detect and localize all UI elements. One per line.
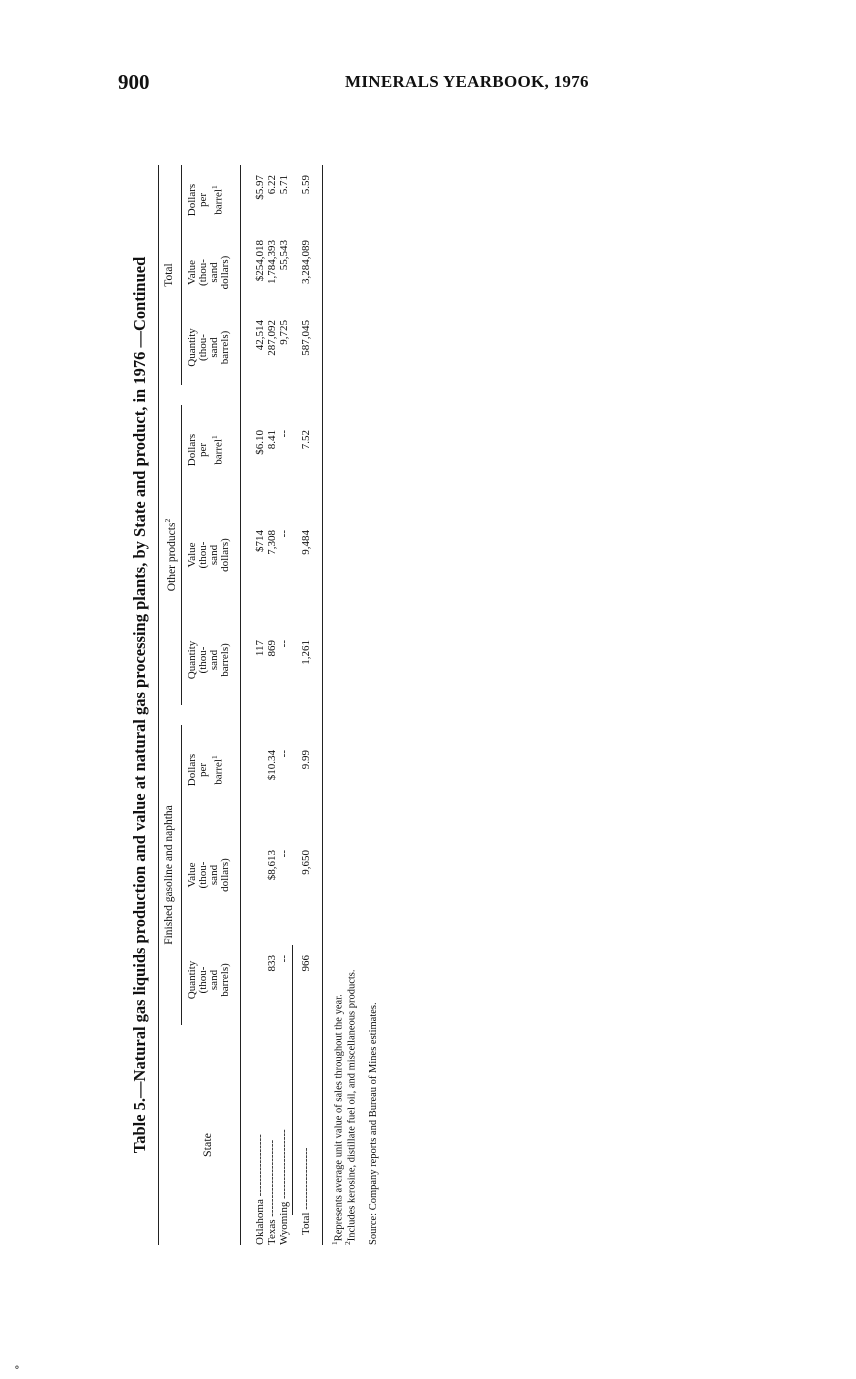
footnote: $^1$Represents average unit value of sales throughout the year.	[330, 994, 345, 1245]
col-header-value: Value (thou- sand dollars)	[186, 858, 231, 892]
header-bottom-rule	[240, 165, 241, 1245]
page-number: 900	[118, 70, 150, 94]
group-header-finished-gasoline: Finished gasoline and naphtha	[163, 805, 175, 945]
col-header-dollars-per-barrel: Dollars per barrel$^1$	[186, 433, 225, 467]
group-header-total: Total	[163, 263, 175, 287]
group-underline	[181, 165, 182, 385]
col-header-quantity: Quantity (thou- sand barrels)	[186, 960, 231, 1000]
source-note: Source: Company reports and Bureau of Mines estimates.	[368, 1002, 379, 1245]
group-underline	[181, 725, 182, 1025]
rotated-table-block: Table 5.—Natural gas liquids production and value at natural gas processing plants, by State and product, in 1976 —Continued State Finished gasoline and naphtha Other products$^2$ Total Quantity (thou- sand barrels) Value (thou- sand dollars) Dollars per barrel$^1$ Quantity (thou- sand barrels) Value (thou- sand dollars) Dollars per barrel$^1$ Quantity (thou- sand barrels) Value (thou- sand dollars) Dollars per barrel$^1$ Oklahoma ----------------- 117 $714 $6.10 42,514 $254,018 $5.97 Texas --------------------- 833 $8,613 $10.34 869 7,308 8.41 287,092 1,784,393 6.22 Wyoming ------------------- -- -- -- -- -- -- 9,725 55,543 5.71 Total ----------------- 966 9,650 9.99 1,261 9,484 7.52 587,045 3,284,089 5.59 $^1$Represents average unit value of sales throughout the year. $^2$Includes kerosine, distillate fuel oil, and miscellaneous products. Source: Company reports and Bureau of Mines estimates.	[130, 165, 400, 1245]
table-title: Table 5.—Natural gas liquids production and value at natural gas processing plants, by State and product, in 1976 —Continued	[130, 256, 149, 1154]
running-head: MINERALS YEARBOOK, 1976	[345, 72, 589, 91]
group-header-other-products: Other products$^2$	[163, 518, 178, 592]
col-header-dollars-per-barrel: Dollars per barrel$^1$	[186, 183, 225, 217]
col-header-dollars-per-barrel: Dollars per barrel$^1$	[186, 753, 225, 787]
col-header-value: Value (thou- sand dollars)	[186, 255, 231, 290]
scan-mark: ∘	[14, 1360, 20, 1374]
footnote: $^2$Includes kerosine, distillate fuel oil, and miscellaneous products.	[343, 969, 358, 1245]
group-underline	[181, 405, 182, 705]
col-header-quantity: Quantity (thou- sand barrels)	[186, 640, 231, 680]
col-header-value: Value (thou- sand dollars)	[186, 538, 231, 572]
subtotal-rule	[292, 945, 293, 1215]
state-header: State	[200, 1133, 214, 1157]
table-bottom-rule	[322, 165, 323, 1245]
table-top-rule	[158, 165, 159, 1245]
col-header-quantity: Quantity (thou- sand barrels)	[186, 328, 231, 367]
